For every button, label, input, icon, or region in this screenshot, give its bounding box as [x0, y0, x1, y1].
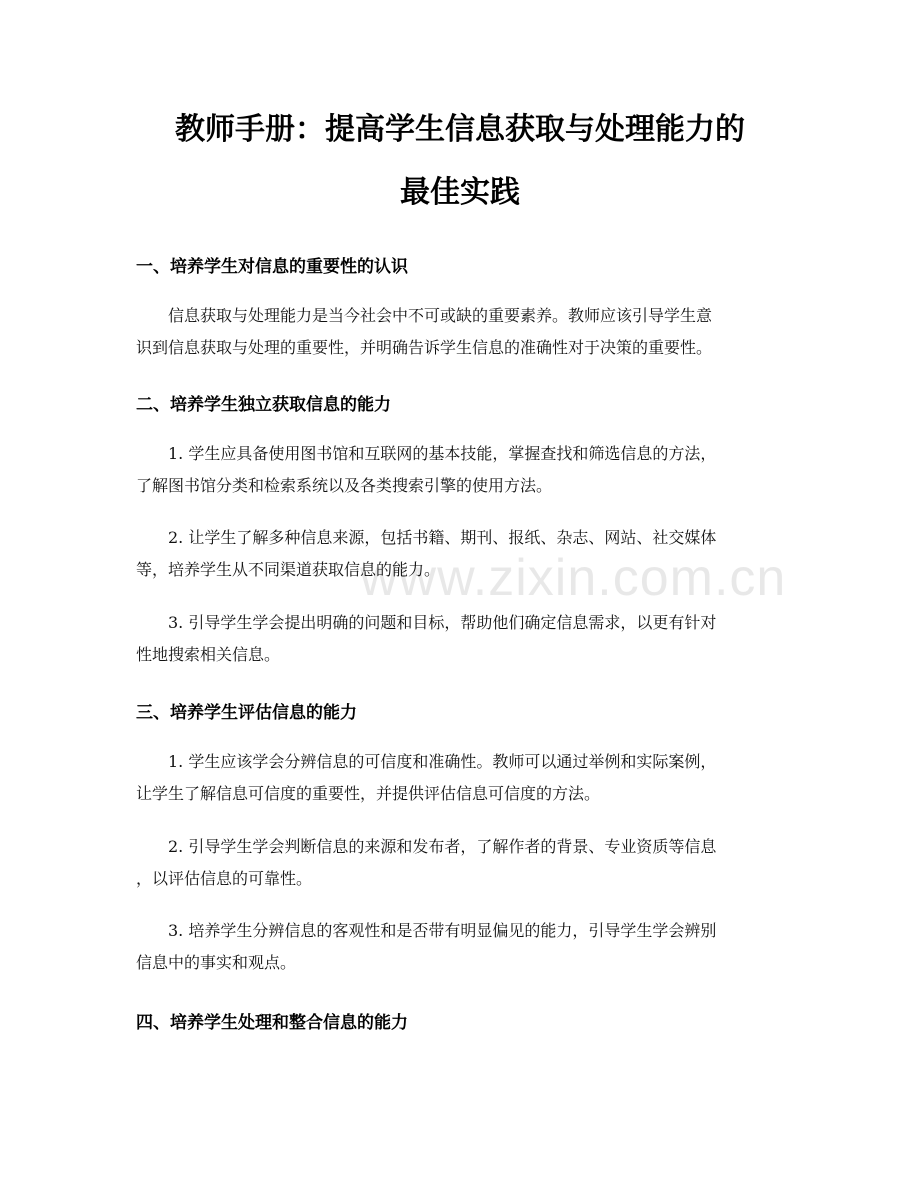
section-2-paragraph-1 — [136, 438, 786, 502]
paragraph-line: 信息获取与处理能力是当今社会中不可或缺的重要素养。教师应该引导学生意 — [168, 306, 713, 325]
section-1-paragraph-1 — [136, 300, 786, 364]
section-3-paragraph-3 — [136, 915, 786, 979]
paragraph-line: 3. 培养学生分辨信息的客观性和是否带有明显偏见的能力，引导学生学会辨别 — [168, 921, 717, 940]
paragraph-line: 了解图书馆分类和检索系统以及各类搜索引擎的使用方法。 — [136, 476, 553, 495]
paragraph-line: 3. 引导学生学会提出明确的问题和目标，帮助他们确定信息需求，以更有针对 — [168, 613, 717, 632]
section-2-paragraph-2 — [136, 522, 786, 586]
section-3-paragraph-2 — [136, 831, 786, 895]
paragraph-line: 让学生了解信息可信度的重要性，并提供评估信息可信度的方法。 — [136, 784, 601, 803]
paragraph-line: 1. 学生应该学会分辨信息的可信度和准确性。教师可以通过举例和实际案例， — [168, 752, 717, 771]
paragraph-line: 识到信息获取与处理的重要性，并明确告诉学生信息的准确性对于决策的重要性。 — [136, 338, 713, 357]
section-heading-3: 三、培养学生评估信息的能力 — [136, 703, 357, 723]
paragraph-line: ，以评估信息的可靠性。 — [136, 869, 313, 888]
section-heading-2: 二、培养学生独立获取信息的能力 — [136, 395, 391, 415]
paragraph-line: 2. 引导学生学会判断信息的来源和发布者，了解作者的背景、专业资质等信息 — [168, 837, 717, 856]
paragraph-line: 信息中的事实和观点。 — [136, 953, 297, 972]
watermark: www.zixin.com.cn — [360, 549, 787, 607]
section-heading-1: 一、培养学生对信息的重要性的认识 — [136, 257, 408, 277]
paragraph-line: 性地搜索相关信息。 — [136, 645, 281, 664]
section-heading-4: 四、培养学生处理和整合信息的能力 — [136, 1013, 408, 1033]
document-title-line-2: 最佳实践 — [400, 175, 520, 210]
section-2-paragraph-3 — [136, 607, 786, 671]
paragraph-line: 2. 让学生了解多种信息来源，包括书籍、期刊、报纸、杂志、网站、社交媒体 — [168, 528, 717, 547]
paragraph-line: 等，培养学生从不同渠道获取信息的能力。 — [136, 560, 441, 579]
document-title-line-1: 教师手册：提高学生信息获取与处理能力的 — [175, 112, 745, 147]
section-3-paragraph-1 — [136, 746, 786, 810]
paragraph-line: 1. 学生应具备使用图书馆和互联网的基本技能，掌握查找和筛选信息的方法， — [168, 444, 717, 463]
